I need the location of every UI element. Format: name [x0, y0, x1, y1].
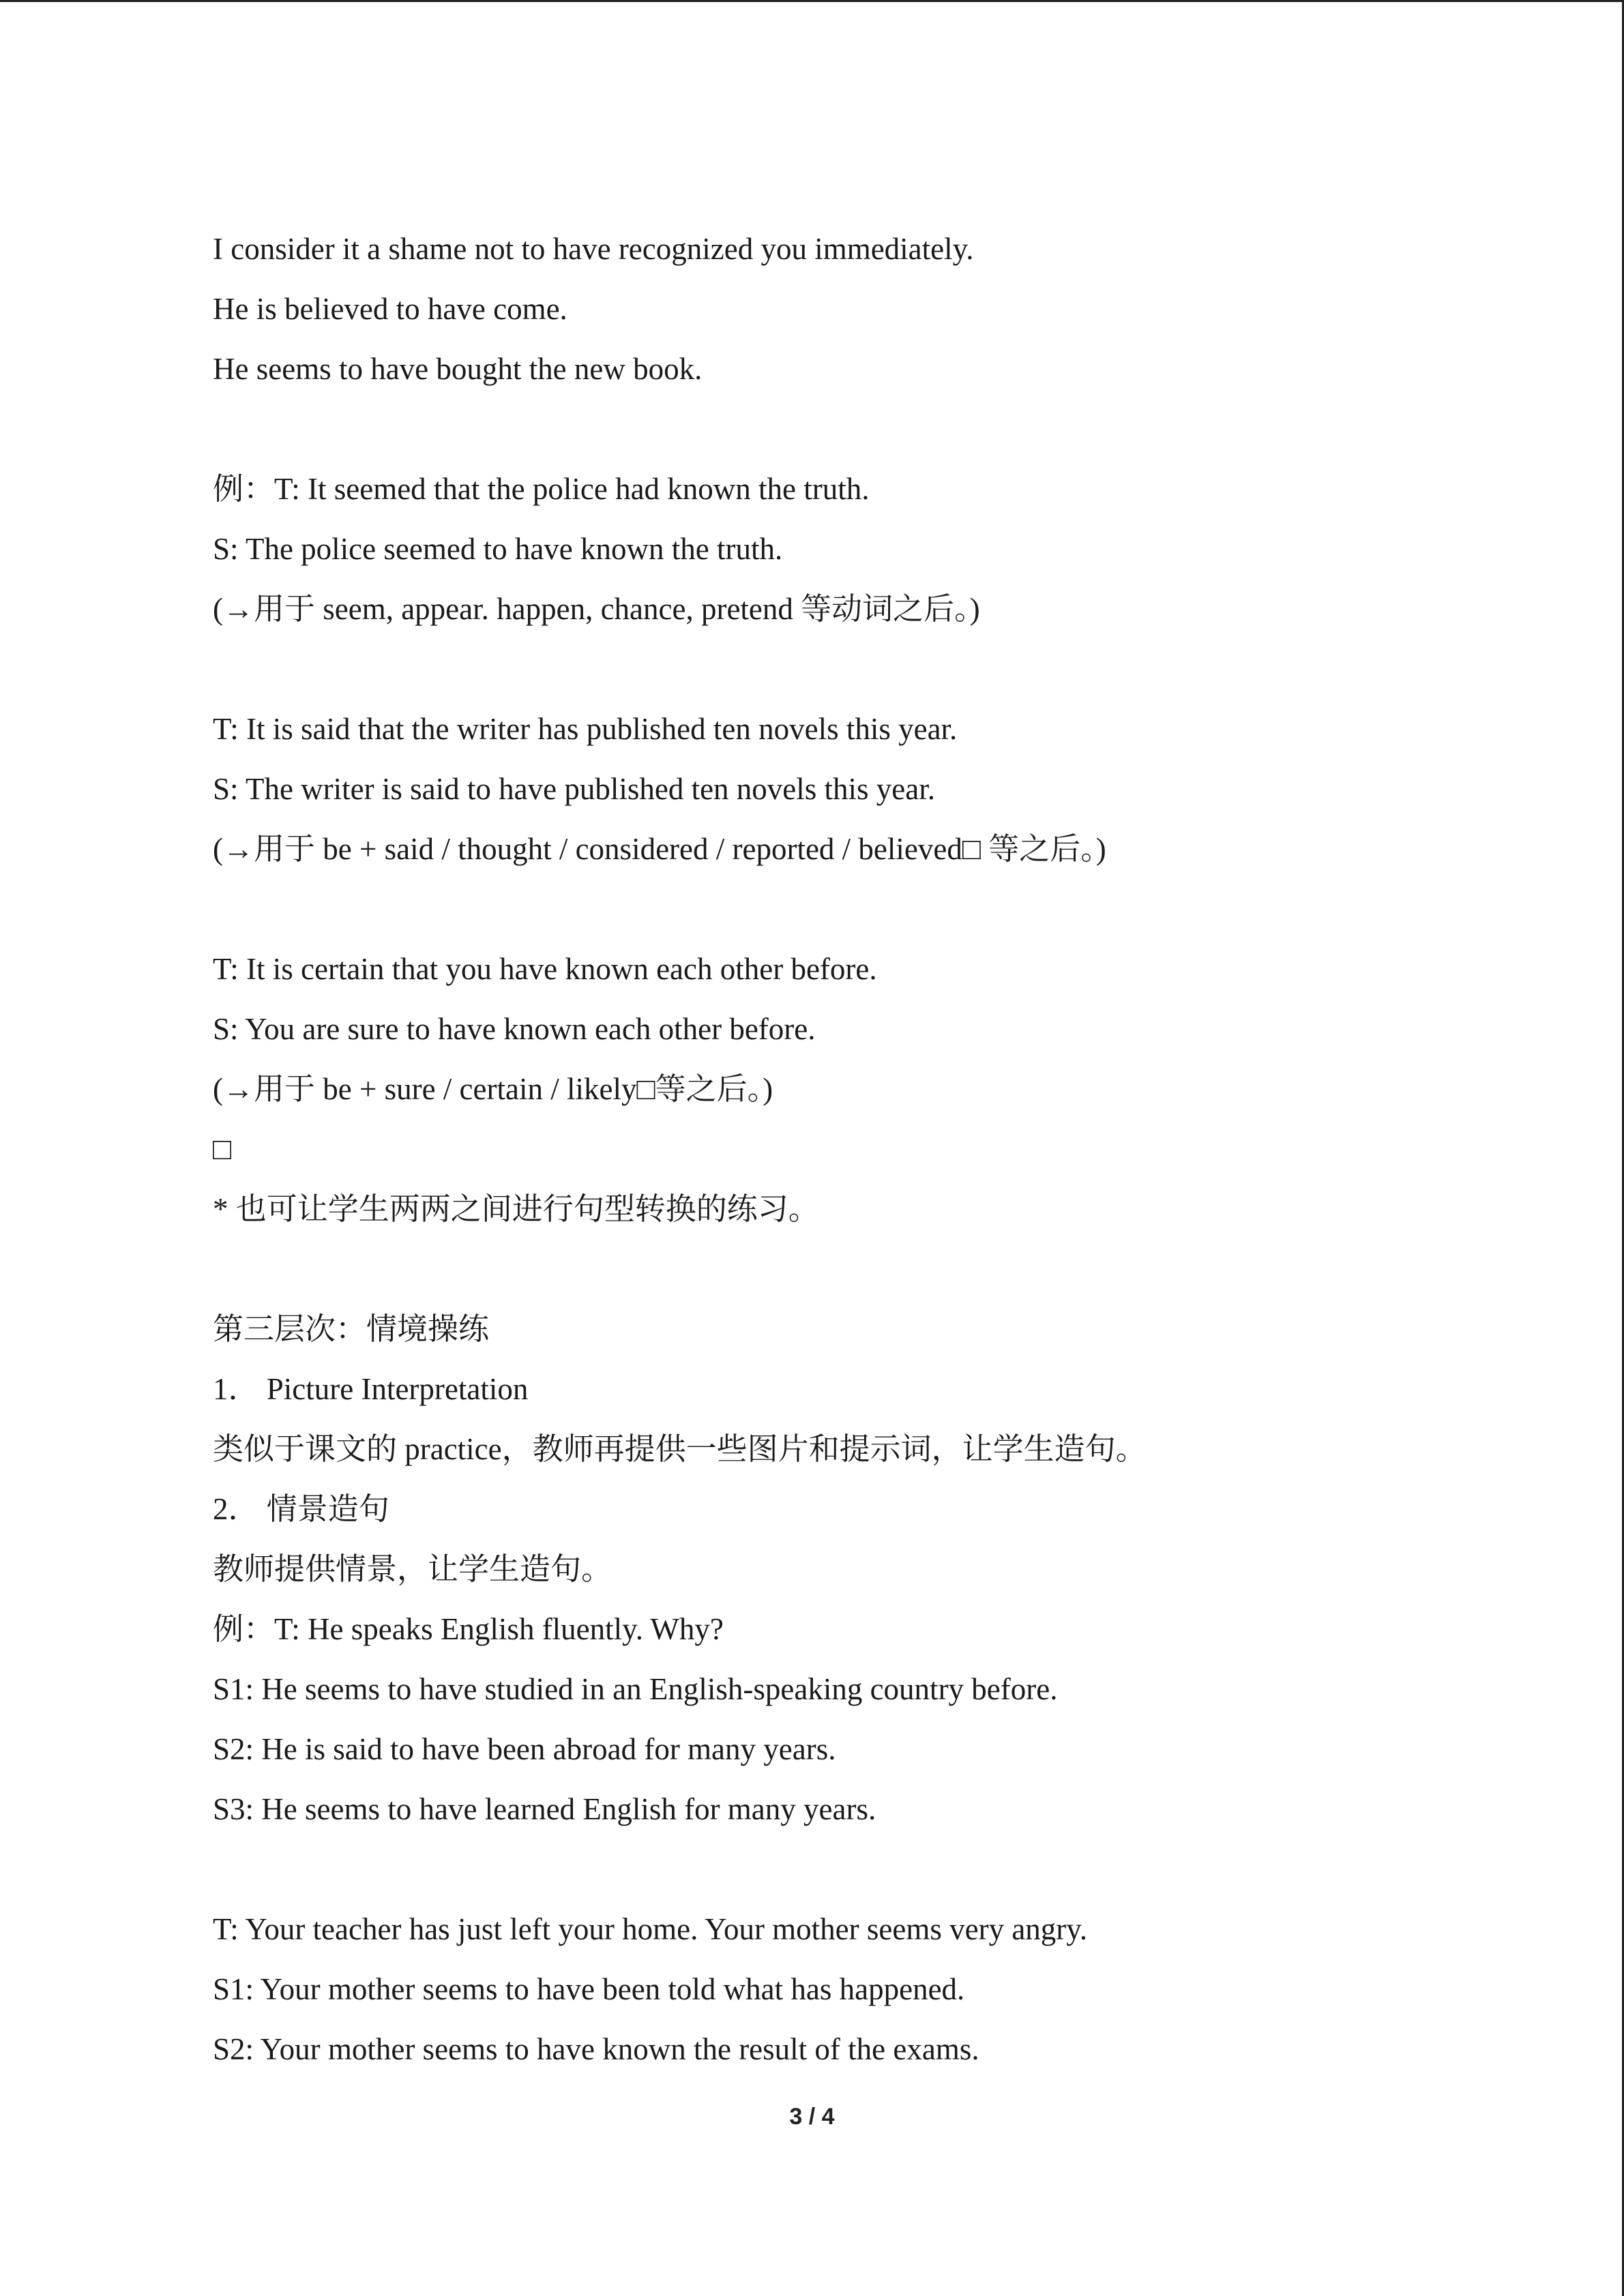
blank-line — [213, 639, 1543, 699]
text-line: T: Your teacher has just left your home. Your mother seems very angry. — [213, 1912, 1088, 1946]
text-line: T: It is certain that you have known each other before. — [213, 952, 877, 986]
blank-line — [213, 1839, 1543, 1899]
placeholder-box-line: □ — [213, 1132, 232, 1166]
section-heading: 第三层次：情境操练 — [213, 1312, 490, 1346]
text-line: S2: Your mother seems to have known the result of the exams. — [213, 2032, 979, 2066]
text-line: S1: He seems to have studied in an English-speaking country before. — [213, 1672, 1058, 1706]
text-line: S: The police seemed to have known the truth. — [213, 532, 783, 566]
text-line: 例：T: He speaks English fluently. Why? — [213, 1612, 724, 1646]
list-item-heading: 1． Picture Interpretation — [213, 1372, 529, 1406]
text-line: 例：T: It seemed that the police had known the truth. — [213, 472, 870, 506]
text-line: T: It is said that the writer has published ten novels this year. — [213, 712, 958, 746]
text-line: * 也可让学生两两之间进行句型转换的练习。 — [213, 1192, 819, 1226]
text-line: (→用于 be + said / thought / considered / reported / believed□ 等之后。) — [213, 832, 1106, 866]
blank-line — [213, 399, 1543, 459]
blank-line — [213, 1239, 1543, 1299]
text-line: S2: He is said to have been abroad for many years. — [213, 1732, 836, 1766]
text-line: S: The writer is said to have published ten novels this year. — [213, 772, 935, 806]
text-line: He seems to have bought the new book. — [213, 352, 703, 386]
text-line: 教师提供情景，让学生造句。 — [213, 1552, 612, 1586]
text-line: (→用于 be + sure / certain / likely□等之后。) — [213, 1072, 773, 1106]
text-line: He is believed to have come. — [213, 292, 567, 326]
text-line: I consider it a shame not to have recognized you immediately. — [213, 232, 974, 266]
text-line: S: You are sure to have known each other before. — [213, 1012, 816, 1046]
text-line: (→用于 seem, appear. happen, chance, pretend 等动词之后。) — [213, 592, 980, 626]
blank-line — [213, 879, 1543, 939]
text-line: 类似于课文的 practice，教师再提供一些图片和提示词，让学生造句。 — [213, 1432, 1147, 1466]
list-item-heading: 2． 情景造句 — [213, 1492, 389, 1526]
page-number: 3 / 4 — [789, 2104, 835, 2130]
document-body — [213, 219, 1543, 2079]
text-line: S1: Your mother seems to have been told what has happened. — [213, 1972, 965, 2006]
text-line: S3: He seems to have learned English for many years. — [213, 1792, 876, 1826]
